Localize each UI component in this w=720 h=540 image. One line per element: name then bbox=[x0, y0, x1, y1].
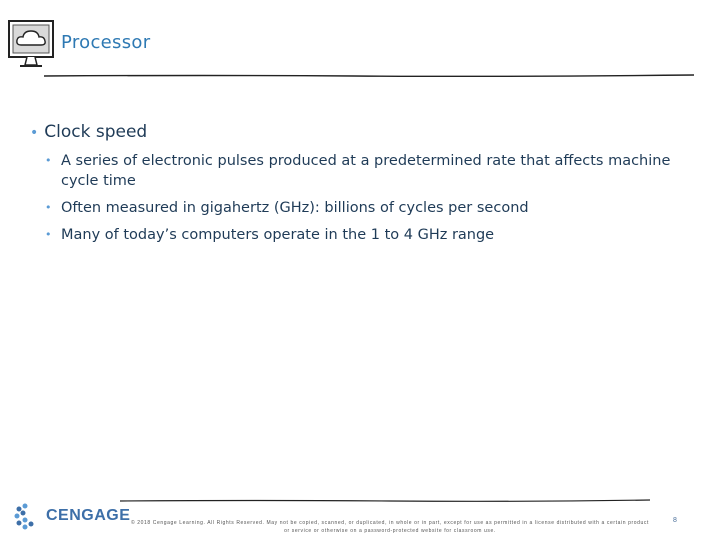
page-number: 8 bbox=[673, 517, 677, 524]
slide-title: Processor bbox=[61, 32, 151, 53]
sub-bullet-text: A series of electronic pulses produced at a predetermined rate that affects machine cycle time bbox=[61, 153, 671, 189]
title-divider bbox=[44, 73, 694, 79]
sub-bullet-dot: • bbox=[45, 201, 52, 214]
footer-divider bbox=[120, 498, 650, 504]
sub-bullet-2 bbox=[45, 198, 685, 218]
bullet-text: Clock speed bbox=[44, 122, 148, 142]
brand-name: CENGAGE bbox=[46, 507, 131, 524]
bullet-dot: • bbox=[30, 125, 39, 141]
sub-bullet-1 bbox=[45, 151, 685, 191]
sub-bullet-dot: • bbox=[45, 228, 52, 241]
bullet-clock-speed bbox=[30, 122, 147, 142]
sub-bullet-dot: • bbox=[45, 154, 52, 167]
sub-bullet-3 bbox=[45, 225, 685, 245]
cloud-computer-icon bbox=[6, 18, 56, 70]
sub-bullet-text: Often measured in gigahertz (GHz): billions of cycles per second bbox=[61, 200, 529, 216]
sub-bullet-text: Many of today’s computers operate in the 1 to 4 GHz range bbox=[61, 227, 495, 243]
copyright-notice: © 2018 Cengage Learning. All Rights Reserved. May not be copied, scanned, or duplicated, in whole or in part, except for use as permitted in a license distributed with a certain product or service or otherwise on a password-protected website for classroom use. bbox=[131, 520, 649, 534]
